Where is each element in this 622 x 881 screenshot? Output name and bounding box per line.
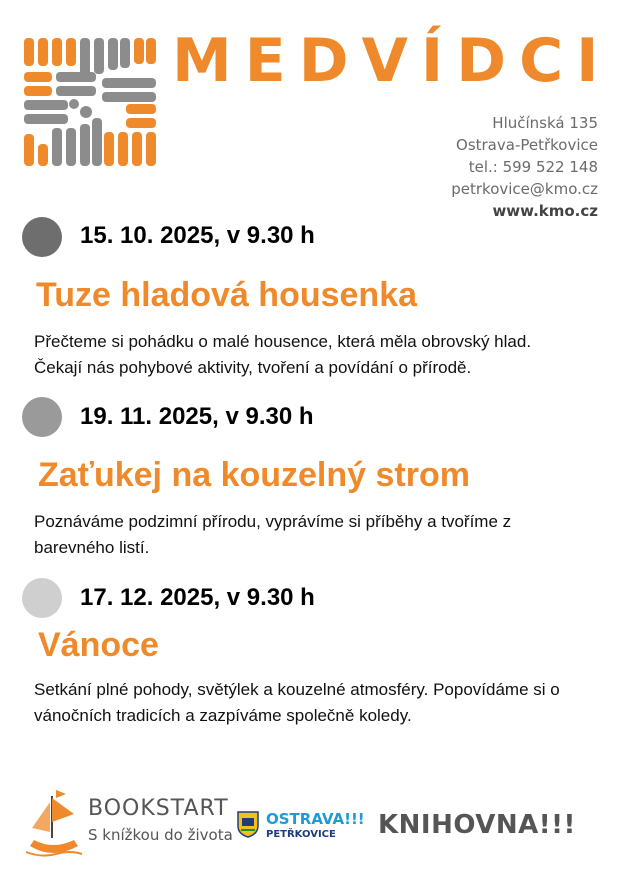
event-2-date: 19. 11. 2025, v 9.30 h	[80, 403, 314, 430]
contact-city: Ostrava-Petřkovice	[456, 136, 598, 154]
contact-email[interactable]: petrkovice@kmo.cz	[451, 180, 598, 198]
event-1-dot-icon	[22, 217, 62, 257]
event-3-description: Setkání plné pohody, světýlek a kouzelné atmosféry. Popovídáme si o vánočních tradicích a zazpíváme společně koledy.	[34, 680, 560, 725]
event-1-title: Tuze hladová housenka	[36, 276, 418, 314]
ostrava-name: OSTRAVA!!!	[266, 810, 365, 828]
bookstart-name: BOOKSTART	[88, 796, 229, 821]
ostrava-district: PETŘKOVICE	[266, 829, 336, 840]
event-1-description: Přečteme si pohádku o malé housence, která měla obrovský hlad. Čekají nás pohybové aktivity, tvoření a povídání o přírodě.	[34, 332, 532, 377]
event-3-dot-icon	[22, 578, 62, 618]
event-2-dot-icon	[22, 397, 62, 437]
ostrava-coat-of-arms-icon	[236, 810, 260, 838]
event-1-date: 15. 10. 2025, v 9.30 h	[80, 222, 315, 249]
contact-street: Hlučínská 135	[492, 114, 598, 132]
event-3-date: 17. 12. 2025, v 9.30 h	[80, 584, 315, 611]
contact-block	[451, 112, 598, 222]
brand-title: MEDVÍDCI	[172, 26, 612, 96]
medvidci-logo-icon	[22, 34, 158, 170]
event-2-title: Zaťukej na kouzelný strom	[38, 456, 470, 494]
library-name: KNIHOVNA!!!	[378, 810, 576, 840]
footer-logos	[0, 780, 622, 870]
bookstart-tagline: S knížkou do života	[88, 826, 233, 844]
event-2-description: Poznáváme podzimní přírodu, vyprávíme si příběhy a tvoříme z barevného listí.	[34, 512, 512, 557]
contact-web-link[interactable]: www.kmo.cz	[492, 202, 598, 220]
contact-phone[interactable]: tel.: 599 522 148	[468, 158, 598, 176]
bookstart-boat-icon	[22, 788, 84, 862]
event-3-title: Vánoce	[38, 626, 159, 664]
